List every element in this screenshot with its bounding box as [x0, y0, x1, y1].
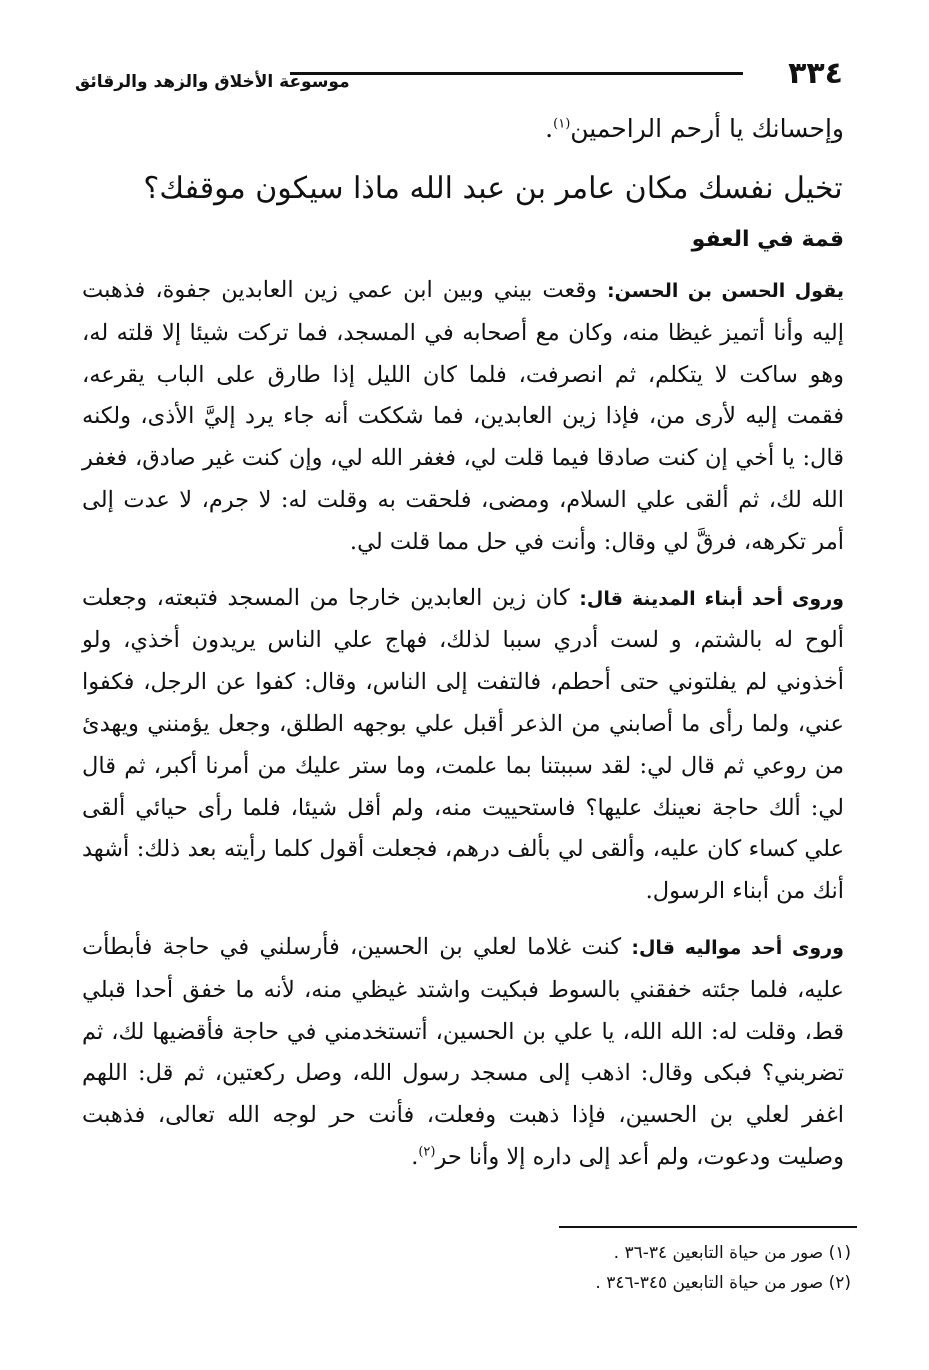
footnote-rule: [559, 1226, 857, 1228]
page-header: [75, 56, 843, 102]
opening-line-text: وإحسانك يا أرحم الراحمين: [570, 114, 844, 143]
paragraph-text: وقعت بيني وبين ابن عمي زين العابدين جفوة، فذهبت إليه وأنا أتميز غيظا منه، وكان مع أصحابه في المسجد، فما تركت شيئا إلا قلته له، وهو ساكت لا يتكلم، ثم انصرفت، فلما كان الليل إذا طارق على الباب يقرعه، فقمت إليه لأرى من، فإذا زين العابدين، فما شككت أنه جاء يرد إليَّ الأذى، ولكنه قال: يا أخي إن كنت صادقا فيما قلت لي، فغفر الله لي، وإن كنت غير صادق، فغفر الله لك، ثم ألقى علي السلام، ومضى، فلحقت به وقلت له: لا جرم، لا عدت إلى أمر تكرهه، فرقَّ لي وقال: وأنت في حل مما قلت لي.: [82, 277, 844, 555]
paragraph-text: كان زين العابدين خارجا من المسجد فتبعته، وجعلت ألوح له بالشتم، و لست أدري سببا لذلك، فهاج علي الناس يريدون أخذي، ولو أخذوني لم يفلتوني حتى أحطم، فالتفت إلى الناس، وقال: كفوا عن الرجل، فكفوا عني، ولما رأى ما أصابني من الذعر أقبل علي بوجهه الطلق، وجعل يؤمنني ويهدئ من روعي ثم قال لي: لقد سببتنا بما علمت، وما ستر عليك من أمرنا أكبر، ثم قال لي: ألك حاجة نعينك عليها؟ فاستحييت منه، ولم أقل شيئا، فلما رأى حيائي ألقى علي كساء كان عليه، وألقى لي بألف درهم، فجعلت أقول كلما رأيته بعد ذلك: أشهد أنك من أبناء الرسول.: [82, 584, 844, 905]
paragraph-lead: وروى أحد أبناء المدينة قال:: [579, 587, 844, 610]
footnote-1: (١) صور من حياة التابعين ٣٤-٣٦ .: [613, 1243, 851, 1263]
footnote-2: (٢) صور من حياة التابعين ٣٤٥-٣٤٦ .: [595, 1273, 851, 1293]
page-number: ٣٣٤: [788, 56, 843, 91]
running-title: موسوعة الأخلاق والزهد والرقائق: [75, 72, 350, 92]
footnote-ref-1: (١): [553, 116, 571, 132]
paragraph: [82, 927, 844, 1179]
opening-line-end: .: [545, 114, 554, 143]
paragraph-lead: وروى أحد مواليه قال:: [631, 936, 844, 959]
question-heading: تخيل نفسك مكان عامر بن عبد الله ماذا سيكون موقفك؟: [143, 171, 843, 206]
header-rule: [290, 72, 743, 75]
paragraph: [82, 578, 844, 913]
opening-line: [82, 108, 844, 150]
section-heading: قمة في العفو: [691, 227, 844, 252]
footnotes: [451, 1238, 851, 1298]
paragraph-end: .: [411, 1143, 419, 1170]
paragraph-text: كنت غلاما لعلي بن الحسين، فأرسلني في حاجة فأبطأت عليه، فلما جئته خفقني بالسوط فبكيت واشتد غيظي منه، لأنه ما خفق أحدا قبلي قط، وقلت له: الله الله، يا علي بن الحسين، أتستخدمني في حاجة فأقضيها لك، ثم تضربني؟ فبكى وقال: اذهب إلى مسجد رسول الله، وصل ركعتين، ثم قل: اللهم اغفر لعلي بن الحسين، فإذا ذهبت وفعلت، فأنت حر لوجه الله تعالى، فذهبت وصليت ودعوت، ولم أعد إلى داره إلا وأنا حر: [82, 933, 844, 1170]
paragraph-lead: يقول الحسن بن الحسن:: [606, 280, 844, 302]
paragraph: [82, 270, 844, 564]
page-body: [82, 108, 844, 1193]
footnote-ref-2: (٢): [418, 1144, 436, 1160]
